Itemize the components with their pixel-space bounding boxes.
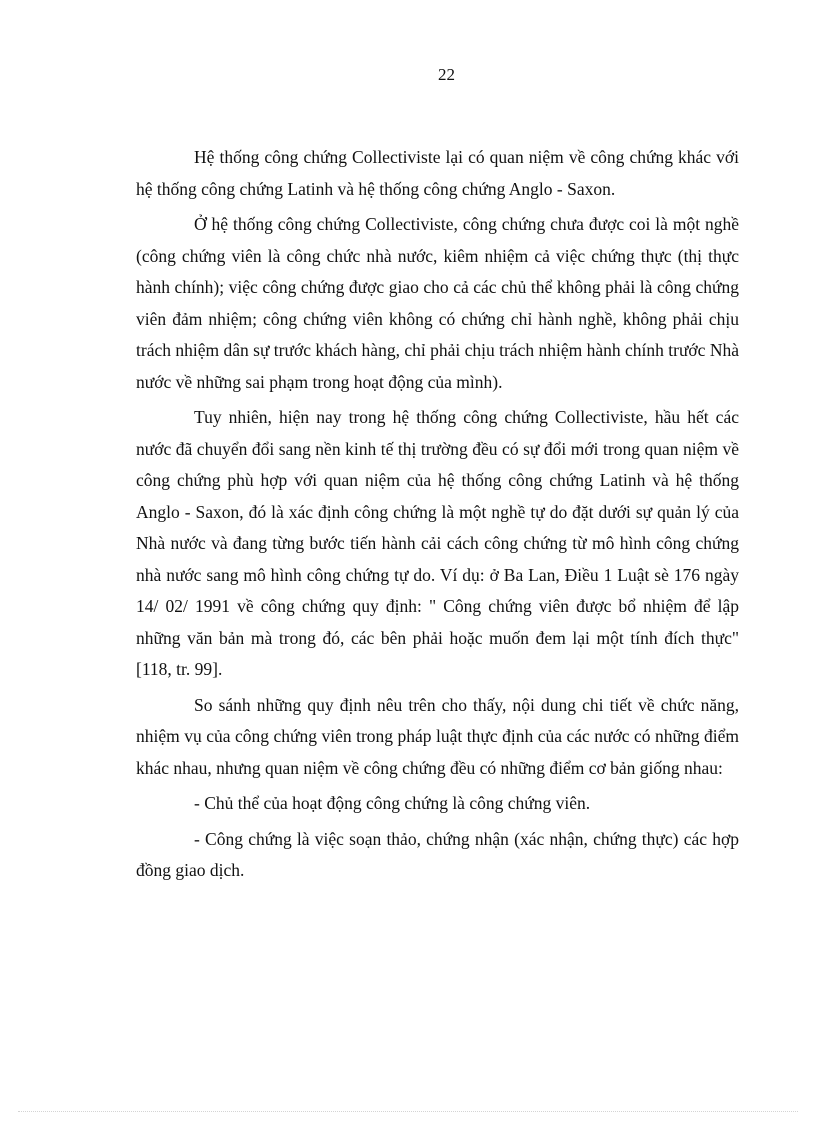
- body-text: [136, 142, 739, 891]
- paragraph-3: Tuy nhiên, hiện nay trong hệ thống công chứng Collectiviste, hầu hết các nước đã chuyển đổi sang nền kinh tế thị trường đều có sự đổi mới trong quan niệm về công chứng phù hợp với quan niệm của hệ thống công chứng Latinh và hệ thống Anglo - Saxon, đó là xác định công chứng là một nghề tự do đặt dưới sự quản lý của Nhà nước và đang từng bước tiến hành cải cách công chứng từ mô hình công chứng nhà nước sang mô hình công chứng tự do. Ví dụ: ở Ba Lan, Điều 1 Luật sè 176 ngày 14/ 02/ 1991 về công chứng quy định: " Công chứng viên được bổ nhiệm để lập những văn bản mà trong đó, các bên phải hoặc muốn đem lại một tính đích thực" [118, tr. 99].: [136, 407, 739, 679]
- page-number: 22: [438, 65, 455, 84]
- paragraph-4: So sánh những quy định nêu trên cho thấy, nội dung chi tiết về chức năng, nhiệm vụ của công chứng viên trong pháp luật thực định của các nước có những điểm khác nhau, nhưng quan niệm về công chứng đều có những điểm cơ bản giống nhau:: [136, 694, 739, 778]
- list-item-1: - Chủ thể của hoạt động công chứng là công chứng viên.: [194, 793, 591, 813]
- paragraph-1: Hệ thống công chứng Collectiviste lại có quan niệm về công chứng khác với hệ thống công chứng Latinh và hệ thống công chứng Anglo - Saxon.: [136, 147, 739, 199]
- paragraph-2: Ở hệ thống công chứng Collectiviste, công chứng chưa được coi là một nghề (công chứng viên là công chức nhà nước, kiêm nhiệm cả việc chứng thực (thị thực hành chính); việc công chứng được giao cho cả các chủ thể không phải là công chứng viên đảm nhiệm; công chứng viên không có chứng chỉ hành nghề, không phải chịu trách nhiệm dân sự trước khách hàng, chỉ phải chịu trách nhiệm hành chính trước Nhà nước về những sai phạm trong hoạt động của mình).: [136, 214, 739, 392]
- list-item-2: - Công chứng là việc soạn thảo, chứng nhận (xác nhận, chứng thực) các hợp đồng giao dịch.: [136, 828, 739, 880]
- footer-rule: [18, 1111, 798, 1112]
